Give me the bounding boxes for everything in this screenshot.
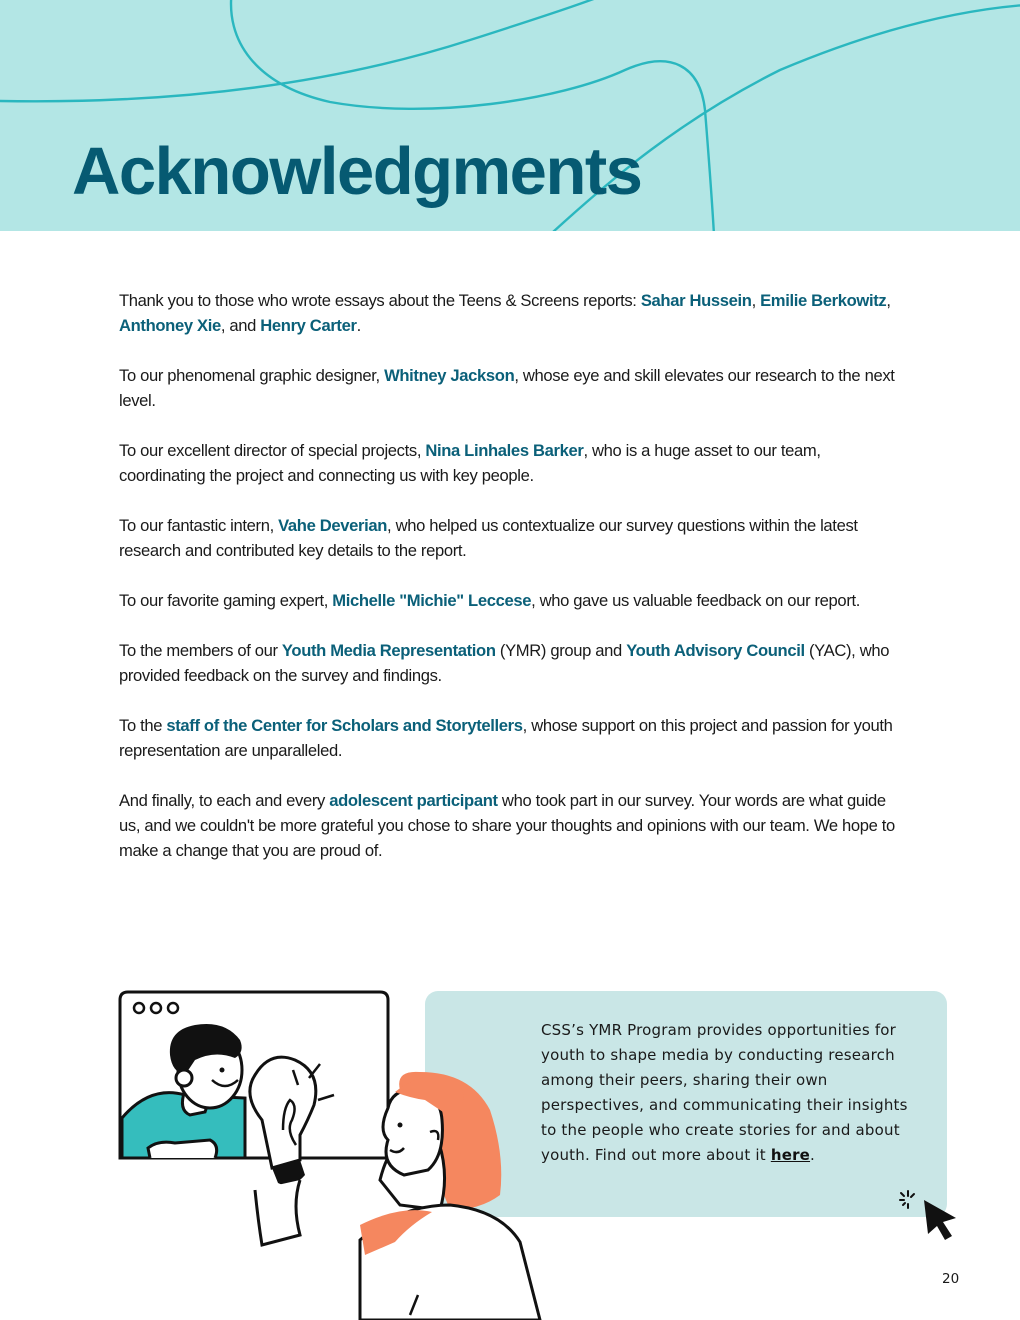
woman-avatar: [360, 1072, 540, 1320]
paragraph-intern: To our fantastic intern, Vahe Deverian, who helped us contextualize our survey questions within the latest research and contributed key details to the report.: [119, 516, 858, 560]
name-highlight: Youth Advisory Council: [626, 641, 805, 660]
video-call-illustration: [0, 980, 560, 1320]
ymr-callout-text: CSS’s YMR Program provides opportunities for youth to shape media by conducting research among their peers, sharing their own perspectives, and communicating their insights to the people who create stories for and about youth. Find out more about it here.: [541, 1021, 908, 1164]
header-banner: [0, 0, 1020, 231]
here-link[interactable]: here: [770, 1146, 811, 1164]
paragraph-participants: And finally, to each and every adolescent participant who took part in our survey. Your words are what guide us, and we couldn't be more grateful you chose to share your thoughts and opinions with our team. We hope to make a change that you are proud of.: [119, 791, 895, 860]
name-highlight: Sahar Hussein: [640, 291, 752, 310]
name-highlight: adolescent participant: [329, 791, 498, 810]
name-highlight: Youth Media Representation: [281, 641, 496, 660]
paragraph-graphic-designer: To our phenomenal graphic designer, Whitney Jackson, whose eye and skill elevates our research to the next level.: [119, 366, 895, 410]
page-number: 20: [942, 1271, 960, 1287]
name-highlight: Henry Carter: [260, 316, 357, 335]
name-highlight: Emilie Berkowitz: [760, 291, 887, 310]
paragraph-gaming-expert: To our favorite gaming expert, Michelle "Michie" Leccese, who gave us valuable feedback on our report.: [119, 591, 861, 610]
paragraph-director: To our excellent director of special projects, Nina Linhales Barker, who is a huge asset to our team, coordinating the project and connecting us with key people.: [119, 441, 821, 485]
cursor-click-icon: [896, 1188, 964, 1244]
name-highlight: Vahe Deverian: [278, 516, 388, 535]
name-highlight: Michelle "Michie" Leccese: [332, 591, 532, 610]
name-highlight: Nina Linhales Barker: [425, 441, 584, 460]
name-highlight: Anthoney Xie: [119, 316, 221, 335]
page-title: Acknowledgments: [72, 134, 642, 209]
name-highlight: Whitney Jackson: [384, 366, 515, 385]
paragraph-staff: To the staff of the Center for Scholars and Storytellers, whose support on this project and passion for youth representation are unparalleled.: [119, 716, 893, 760]
paragraph-essay-writers: Thank you to those who wrote essays about the Teens & Screens reports: Sahar Hussein, Emilie Berkowitz, Anthoney Xie, and Henry Carter.: [119, 291, 891, 335]
acknowledgments-body: [119, 288, 899, 888]
paragraph-youth-groups: To the members of our Youth Media Representation (YMR) group and Youth Advisory Council (YAC), who provided feedback on the survey and findings.: [119, 641, 890, 685]
name-highlight: staff of the Center for Scholars and Storytellers: [166, 716, 523, 735]
